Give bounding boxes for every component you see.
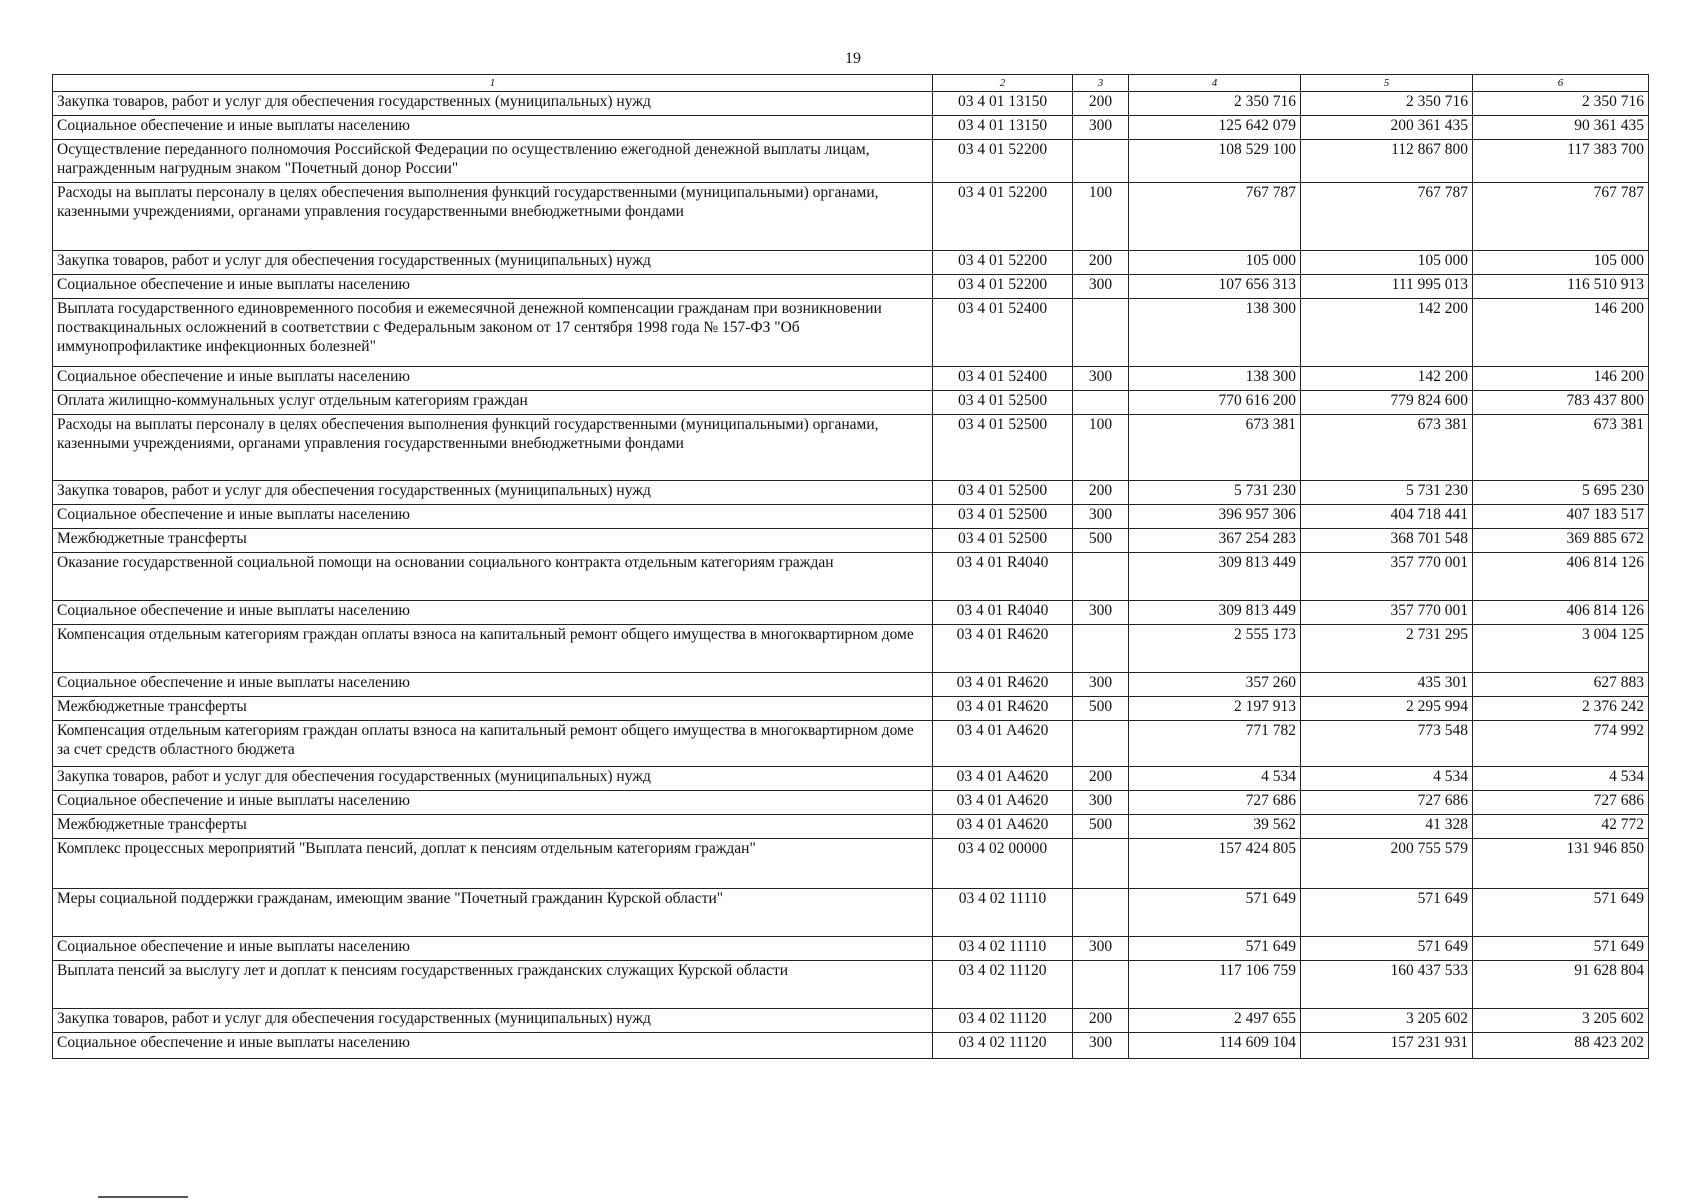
- row-amount-1: 571 649: [1129, 937, 1301, 961]
- row-amount-3: 116 510 913: [1473, 275, 1649, 299]
- table-row: [53, 889, 1649, 937]
- row-amount-2: 2 731 295: [1301, 625, 1473, 673]
- row-code: 03 4 01 52500: [933, 481, 1073, 505]
- row-expense-type: [1073, 721, 1129, 767]
- row-amount-3: 774 992: [1473, 721, 1649, 767]
- row-amount-1: 157 424 805: [1129, 839, 1301, 889]
- row-expense-type: [1073, 625, 1129, 673]
- row-code: 03 4 02 11110: [933, 889, 1073, 937]
- column-number-row: [53, 75, 1649, 92]
- row-code: 03 4 01 52500: [933, 529, 1073, 553]
- row-expense-type: [1073, 299, 1129, 367]
- row-amount-2: 157 231 931: [1301, 1033, 1473, 1059]
- row-amount-3: 4 534: [1473, 767, 1649, 791]
- row-amount-1: 2 197 913: [1129, 697, 1301, 721]
- row-name: Межбюджетные трансферты: [53, 815, 933, 839]
- row-amount-3: 146 200: [1473, 299, 1649, 367]
- row-code: 03 4 01 R4620: [933, 673, 1073, 697]
- row-code: 03 4 02 11120: [933, 1009, 1073, 1033]
- column-number-6: 6: [1473, 75, 1649, 92]
- row-amount-2: 357 770 001: [1301, 601, 1473, 625]
- row-expense-type: 200: [1073, 1009, 1129, 1033]
- row-expense-type: 300: [1073, 1033, 1129, 1059]
- row-amount-2: 200 361 435: [1301, 116, 1473, 140]
- row-code: 03 4 01 R4620: [933, 697, 1073, 721]
- row-name: Социальное обеспечение и иные выплаты населению: [53, 937, 933, 961]
- row-code: 03 4 01 13150: [933, 116, 1073, 140]
- row-name: Межбюджетные трансферты: [53, 697, 933, 721]
- footer-rule: [98, 1196, 188, 1198]
- table-row: [53, 92, 1649, 116]
- row-amount-2: 105 000: [1301, 251, 1473, 275]
- row-expense-type: 300: [1073, 505, 1129, 529]
- row-expense-type: [1073, 391, 1129, 415]
- row-expense-type: 200: [1073, 767, 1129, 791]
- row-amount-3: 783 437 800: [1473, 391, 1649, 415]
- row-amount-3: 146 200: [1473, 367, 1649, 391]
- row-code: 03 4 01 52400: [933, 299, 1073, 367]
- row-amount-2: 2 350 716: [1301, 92, 1473, 116]
- row-name: Социальное обеспечение и иные выплаты населению: [53, 275, 933, 299]
- row-amount-1: 39 562: [1129, 815, 1301, 839]
- row-amount-1: 396 957 306: [1129, 505, 1301, 529]
- table-row: [53, 625, 1649, 673]
- row-expense-type: 300: [1073, 791, 1129, 815]
- row-amount-1: 108 529 100: [1129, 140, 1301, 183]
- table-row: [53, 183, 1649, 251]
- row-expense-type: 500: [1073, 697, 1129, 721]
- row-amount-1: 309 813 449: [1129, 601, 1301, 625]
- row-expense-type: [1073, 839, 1129, 889]
- table-row: [53, 299, 1649, 367]
- row-expense-type: 300: [1073, 275, 1129, 299]
- row-amount-1: 117 106 759: [1129, 961, 1301, 1009]
- row-amount-1: 357 260: [1129, 673, 1301, 697]
- row-expense-type: 100: [1073, 415, 1129, 481]
- row-name: Расходы на выплаты персоналу в целях обеспечения выполнения функций государственными (муниципальными) органами, казенными учреждениями, органами управления государственными внебюджетными фондами: [53, 415, 933, 481]
- row-amount-3: 3 205 602: [1473, 1009, 1649, 1033]
- row-amount-3: 727 686: [1473, 791, 1649, 815]
- row-amount-1: 125 642 079: [1129, 116, 1301, 140]
- row-amount-2: 2 295 994: [1301, 697, 1473, 721]
- row-expense-type: 300: [1073, 937, 1129, 961]
- row-amount-3: 407 183 517: [1473, 505, 1649, 529]
- row-code: 03 4 02 11110: [933, 937, 1073, 961]
- row-amount-2: 727 686: [1301, 791, 1473, 815]
- row-amount-1: 4 534: [1129, 767, 1301, 791]
- row-amount-2: 142 200: [1301, 367, 1473, 391]
- table-row: [53, 391, 1649, 415]
- row-name: Оплата жилищно-коммунальных услуг отдельным категориям граждан: [53, 391, 933, 415]
- row-name: Закупка товаров, работ и услуг для обеспечения государственных (муниципальных) нужд: [53, 1009, 933, 1033]
- table-row: [53, 275, 1649, 299]
- row-amount-3: 131 946 850: [1473, 839, 1649, 889]
- row-expense-type: 500: [1073, 529, 1129, 553]
- row-amount-1: 138 300: [1129, 299, 1301, 367]
- row-code: 03 4 01 52200: [933, 140, 1073, 183]
- table-row: [53, 839, 1649, 889]
- row-amount-3: 117 383 700: [1473, 140, 1649, 183]
- row-amount-3: 767 787: [1473, 183, 1649, 251]
- table-row: [53, 1033, 1649, 1059]
- row-amount-2: 571 649: [1301, 889, 1473, 937]
- row-amount-1: 5 731 230: [1129, 481, 1301, 505]
- table-row: [53, 140, 1649, 183]
- row-name: Выплата пенсий за выслугу лет и доплат к пенсиям государственных гражданских служащих Курской области: [53, 961, 933, 1009]
- row-expense-type: [1073, 961, 1129, 1009]
- row-name: Закупка товаров, работ и услуг для обеспечения государственных (муниципальных) нужд: [53, 481, 933, 505]
- row-expense-type: 300: [1073, 673, 1129, 697]
- row-code: 03 4 01 52500: [933, 415, 1073, 481]
- row-name: Компенсация отдельным категориям граждан оплаты взноса на капитальный ремонт общего имущества в многоквартирном доме: [53, 625, 933, 673]
- table-row: [53, 697, 1649, 721]
- row-expense-type: [1073, 140, 1129, 183]
- row-code: 03 4 01 52200: [933, 251, 1073, 275]
- row-amount-3: 406 814 126: [1473, 553, 1649, 601]
- table-row: [53, 367, 1649, 391]
- row-amount-3: 42 772: [1473, 815, 1649, 839]
- row-code: 03 4 01 R4620: [933, 625, 1073, 673]
- row-amount-2: 779 824 600: [1301, 391, 1473, 415]
- column-number-3: 3: [1073, 75, 1129, 92]
- row-name: Компенсация отдельным категориям граждан оплаты взноса на капитальный ремонт общего имущества в многоквартирном доме за счет средств областного бюджета: [53, 721, 933, 767]
- table-row: [53, 791, 1649, 815]
- row-amount-3: 5 695 230: [1473, 481, 1649, 505]
- row-amount-3: 571 649: [1473, 937, 1649, 961]
- row-expense-type: 300: [1073, 367, 1129, 391]
- row-amount-3: 627 883: [1473, 673, 1649, 697]
- table-row: [53, 251, 1649, 275]
- row-code: 03 4 01 52500: [933, 505, 1073, 529]
- row-amount-1: 2 555 173: [1129, 625, 1301, 673]
- table-row: [53, 116, 1649, 140]
- table-row: [53, 529, 1649, 553]
- row-amount-1: 2 497 655: [1129, 1009, 1301, 1033]
- table-row: [53, 481, 1649, 505]
- row-amount-2: 767 787: [1301, 183, 1473, 251]
- row-amount-2: 111 995 013: [1301, 275, 1473, 299]
- row-name: Социальное обеспечение и иные выплаты населению: [53, 791, 933, 815]
- row-amount-2: 368 701 548: [1301, 529, 1473, 553]
- row-amount-3: 105 000: [1473, 251, 1649, 275]
- budget-table: [52, 74, 1649, 1059]
- row-code: 03 4 01 R4040: [933, 553, 1073, 601]
- row-name: Меры социальной поддержки гражданам, имеющим звание "Почетный гражданин Курской области": [53, 889, 933, 937]
- row-amount-2: 773 548: [1301, 721, 1473, 767]
- table-row: [53, 767, 1649, 791]
- row-amount-2: 571 649: [1301, 937, 1473, 961]
- row-amount-3: 3 004 125: [1473, 625, 1649, 673]
- row-amount-3: 91 628 804: [1473, 961, 1649, 1009]
- row-amount-1: 673 381: [1129, 415, 1301, 481]
- column-number-4: 4: [1129, 75, 1301, 92]
- row-amount-2: 673 381: [1301, 415, 1473, 481]
- row-name: Межбюджетные трансферты: [53, 529, 933, 553]
- row-name: Закупка товаров, работ и услуг для обеспечения государственных (муниципальных) нужд: [53, 92, 933, 116]
- table-row: [53, 815, 1649, 839]
- table-row: [53, 505, 1649, 529]
- row-amount-3: 571 649: [1473, 889, 1649, 937]
- table-row: [53, 553, 1649, 601]
- row-expense-type: 200: [1073, 92, 1129, 116]
- row-amount-1: 571 649: [1129, 889, 1301, 937]
- page-number: 19: [845, 50, 861, 67]
- row-amount-1: 770 616 200: [1129, 391, 1301, 415]
- row-name: Осуществление переданного полномочия Российской Федерации по осуществлению ежегодной денежной выплаты лицам, награжденным нагрудным знаком "Почетный донор России": [53, 140, 933, 183]
- row-name: Оказание государственной социальной помощи на основании социального контракта отдельным категориям граждан: [53, 553, 933, 601]
- row-expense-type: 500: [1073, 815, 1129, 839]
- row-name: Социальное обеспечение и иные выплаты населению: [53, 601, 933, 625]
- row-amount-3: 2 350 716: [1473, 92, 1649, 116]
- row-code: 03 4 01 52200: [933, 183, 1073, 251]
- row-amount-2: 5 731 230: [1301, 481, 1473, 505]
- row-name: Выплата государственного единовременного пособия и ежемесячной денежной компенсации гражданам при возникновении поствакцинальных осложнений в соответствии с Федеральным законом от 17 сентября 1998 года № 157-ФЗ "Об иммунопрофилактике инфекционных болезней": [53, 299, 933, 367]
- row-expense-type: [1073, 889, 1129, 937]
- row-code: 03 4 01 52200: [933, 275, 1073, 299]
- row-amount-2: 357 770 001: [1301, 553, 1473, 601]
- row-name: Закупка товаров, работ и услуг для обеспечения государственных (муниципальных) нужд: [53, 767, 933, 791]
- row-name: Социальное обеспечение и иные выплаты населению: [53, 1033, 933, 1059]
- row-code: 03 4 01 A4620: [933, 791, 1073, 815]
- row-amount-1: 727 686: [1129, 791, 1301, 815]
- row-name: Закупка товаров, работ и услуг для обеспечения государственных (муниципальных) нужд: [53, 251, 933, 275]
- row-expense-type: 200: [1073, 481, 1129, 505]
- row-code: 03 4 02 00000: [933, 839, 1073, 889]
- column-number-2: 2: [933, 75, 1073, 92]
- table-row: [53, 961, 1649, 1009]
- row-amount-1: 107 656 313: [1129, 275, 1301, 299]
- row-amount-1: 2 350 716: [1129, 92, 1301, 116]
- row-code: 03 4 01 A4620: [933, 815, 1073, 839]
- row-amount-2: 4 534: [1301, 767, 1473, 791]
- row-code: 03 4 01 13150: [933, 92, 1073, 116]
- row-amount-2: 3 205 602: [1301, 1009, 1473, 1033]
- row-amount-1: 771 782: [1129, 721, 1301, 767]
- row-name: Социальное обеспечение и иные выплаты населению: [53, 505, 933, 529]
- row-amount-1: 105 000: [1129, 251, 1301, 275]
- row-name: Расходы на выплаты персоналу в целях обеспечения выполнения функций государственными (муниципальными) органами, казенными учреждениями, органами управления государственными внебюджетными фондами: [53, 183, 933, 251]
- row-amount-2: 160 437 533: [1301, 961, 1473, 1009]
- row-name: Социальное обеспечение и иные выплаты населению: [53, 367, 933, 391]
- row-expense-type: 300: [1073, 601, 1129, 625]
- row-code: 03 4 01 52400: [933, 367, 1073, 391]
- row-amount-1: 114 609 104: [1129, 1033, 1301, 1059]
- row-code: 03 4 01 52500: [933, 391, 1073, 415]
- row-amount-2: 112 867 800: [1301, 140, 1473, 183]
- table-row: [53, 1009, 1649, 1033]
- row-amount-3: 369 885 672: [1473, 529, 1649, 553]
- row-expense-type: [1073, 553, 1129, 601]
- table-row: [53, 601, 1649, 625]
- row-code: 03 4 01 R4040: [933, 601, 1073, 625]
- column-number-1: 1: [53, 75, 933, 92]
- row-amount-1: 138 300: [1129, 367, 1301, 391]
- table-row: [53, 673, 1649, 697]
- row-amount-1: 367 254 283: [1129, 529, 1301, 553]
- row-amount-3: 88 423 202: [1473, 1033, 1649, 1059]
- row-amount-3: 673 381: [1473, 415, 1649, 481]
- row-amount-2: 404 718 441: [1301, 505, 1473, 529]
- row-amount-2: 435 301: [1301, 673, 1473, 697]
- table-row: [53, 721, 1649, 767]
- table-body: [53, 92, 1649, 1059]
- row-code: 03 4 01 A4620: [933, 721, 1073, 767]
- row-expense-type: 100: [1073, 183, 1129, 251]
- row-amount-2: 142 200: [1301, 299, 1473, 367]
- row-code: 03 4 01 A4620: [933, 767, 1073, 791]
- row-amount-3: 90 361 435: [1473, 116, 1649, 140]
- row-name: Социальное обеспечение и иные выплаты населению: [53, 673, 933, 697]
- row-amount-3: 2 376 242: [1473, 697, 1649, 721]
- row-name: Социальное обеспечение и иные выплаты населению: [53, 116, 933, 140]
- row-amount-2: 200 755 579: [1301, 839, 1473, 889]
- row-code: 03 4 02 11120: [933, 1033, 1073, 1059]
- row-expense-type: 300: [1073, 116, 1129, 140]
- table-row: [53, 415, 1649, 481]
- column-number-5: 5: [1301, 75, 1473, 92]
- row-amount-2: 41 328: [1301, 815, 1473, 839]
- table-row: [53, 937, 1649, 961]
- row-amount-1: 767 787: [1129, 183, 1301, 251]
- row-amount-3: 406 814 126: [1473, 601, 1649, 625]
- row-code: 03 4 02 11120: [933, 961, 1073, 1009]
- row-amount-1: 309 813 449: [1129, 553, 1301, 601]
- row-name: Комплекс процессных мероприятий "Выплата пенсий, доплат к пенсиям отдельным категориям граждан": [53, 839, 933, 889]
- row-expense-type: 200: [1073, 251, 1129, 275]
